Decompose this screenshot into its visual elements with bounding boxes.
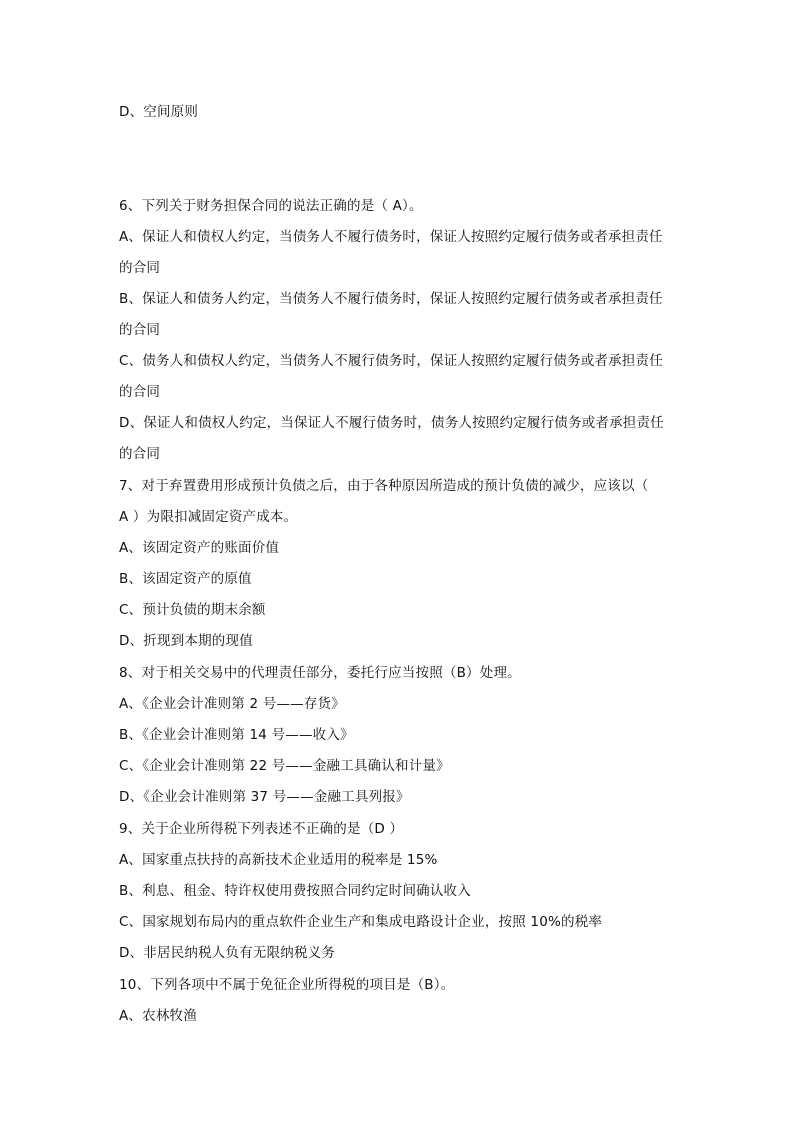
option-a-q10: A、农林牧渔 [119, 1008, 197, 1024]
question-9: 9、关于企业所得税下列表述不正确的是（D ） [119, 821, 404, 837]
option-b-q8: B、《企业会计准则第 14 号——收入》 [119, 727, 354, 743]
option-a-q7: A、该固定资产的账面价值 [119, 540, 280, 556]
option-b-q7: B、该固定资产的原值 [119, 571, 252, 587]
option-a-q9: A、国家重点扶持的高新技术企业适用的税率是 15% [119, 852, 438, 868]
question-7: 7、对于弃置费用形成预计负债之后，由于各种原因所造成的预计负债的减少，应该以（ [119, 478, 649, 494]
option-b-q6: B、保证人和债务人约定，当债务人不履行债务时，保证人按照约定履行债务或者承担责任 [119, 291, 663, 307]
option-a-q8: A、《企业会计准则第 2 号——存货》 [119, 696, 345, 712]
question-6: 6、下列关于财务担保合同的说法正确的是（ A）。 [119, 198, 423, 214]
option-d-q7: D、折现到本期的现值 [119, 633, 253, 649]
option-b-q6-cont: 的合同 [119, 322, 161, 338]
question-8: 8、对于相关交易中的代理责任部分，委托行应当按照（B）处理。 [119, 665, 521, 681]
option-a-q6-cont: 的合同 [119, 260, 161, 276]
option-d-q6-cont: 的合同 [119, 446, 161, 462]
question-7-cont: A ）为限扣减固定资产成本。 [119, 509, 298, 525]
option-d-q8: D、《企业会计准则第 37 号——金融工具列报》 [119, 789, 410, 805]
option-c-q8: C、《企业会计准则第 22 号——金融工具确认和计量》 [119, 758, 450, 774]
question-10: 10、下列各项中不属于免征企业所得税的项目是（B）。 [119, 977, 455, 993]
option-c-q9: C、国家规划布局内的重点软件企业生产和集成电路设计企业，按照 10%的税率 [119, 914, 603, 930]
option-b-q9: B、利息、租金、特许权使用费按照合同约定时间确认收入 [119, 883, 471, 899]
option-c-q7: C、预计负债的期末余额 [119, 602, 266, 618]
option-c-q6-cont: 的合同 [119, 384, 161, 400]
option-d-q9: D、非居民纳税人负有无限纳税义务 [119, 945, 336, 961]
option-d-q6: D、保证人和债权人约定，当保证人不履行债务时，债务人按照约定履行债务或者承担责任 [119, 415, 664, 431]
option-a-q6: A、保证人和债权人约定，当债务人不履行债务时，保证人按照约定履行债务或者承担责任 [119, 229, 663, 245]
option-c-q6: C、债务人和债权人约定，当债务人不履行债务时，保证人按照约定履行债务或者承担责任 [119, 353, 663, 369]
option-d-q5: D、空间原则 [119, 104, 199, 120]
